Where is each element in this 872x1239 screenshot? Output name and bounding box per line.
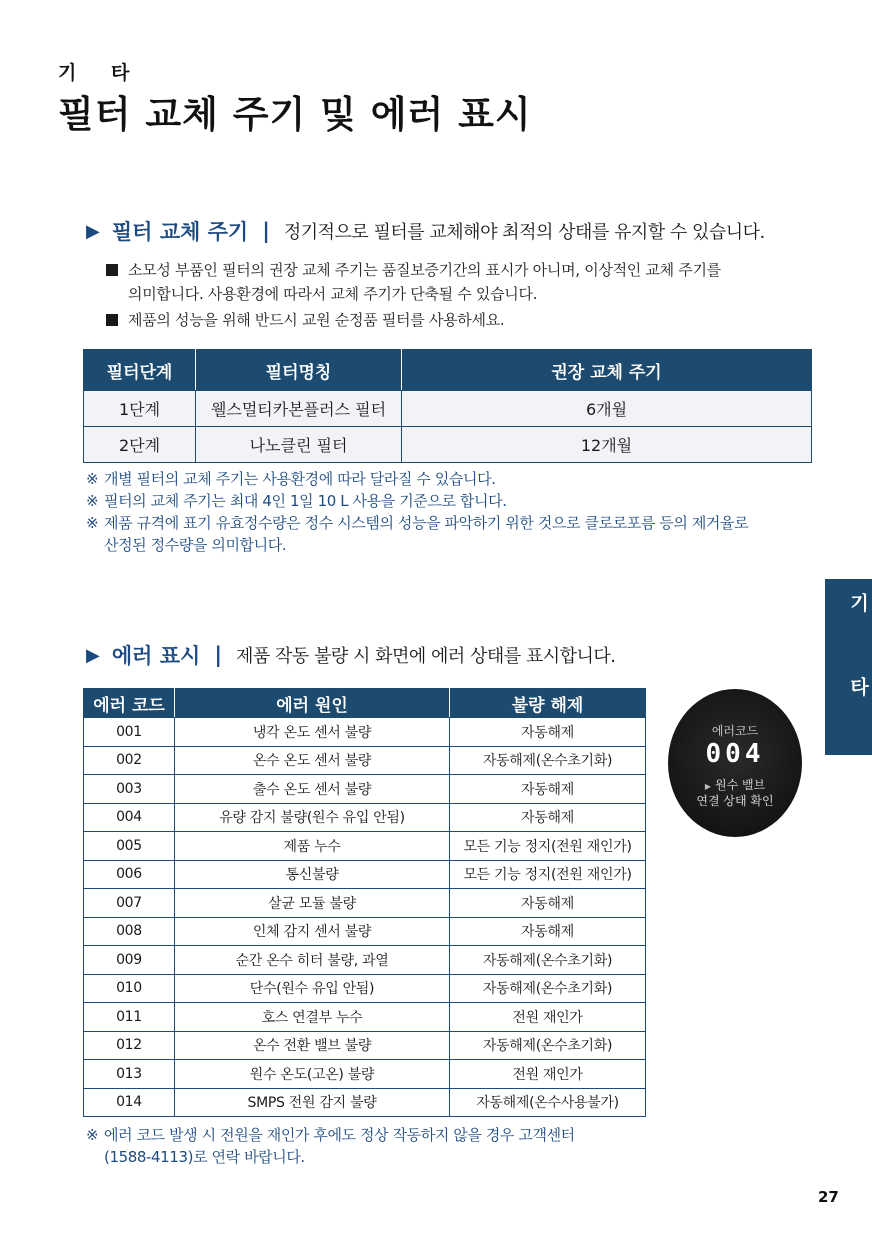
filter-section-heading [86,216,765,246]
reference-mark-icon: ※ [86,470,99,488]
table-cell: 자동해제 [450,889,646,918]
list-item [106,308,806,332]
table-row [84,803,646,832]
table-cell: 012 [84,1031,175,1060]
table-cell: 002 [84,746,175,775]
filter-notes [86,468,806,556]
error-section-description: 제품 작동 불량 시 화면에 에러 상태를 표시합니다. [235,646,616,667]
page-number: 27 [818,1188,839,1206]
display-message-text: 원수 밸브 [714,778,766,792]
table-cell: 살균 모듈 불량 [175,889,450,918]
table-cell: 009 [84,946,175,975]
square-bullet-icon [106,314,118,326]
table-cell: 자동해제(온수초기화) [450,746,646,775]
table-cell: 모든 기능 정지(전원 재인가) [450,832,646,861]
table-cell: 004 [84,803,175,832]
table-header-row [84,689,646,718]
table-cell: 001 [84,718,175,747]
table-cell: 6개월 [402,391,812,427]
filter-table [83,349,812,463]
table-cell: 유량 감지 불량(원수 유입 안됨) [175,803,450,832]
table-cell: 006 [84,860,175,889]
table-cell: 온수 전환 밸브 불량 [175,1031,450,1060]
error-section-heading [86,640,616,670]
small-triangle-icon: ▶ [704,782,711,791]
table-cell: 원수 온도(고온) 불량 [175,1060,450,1089]
reference-mark-icon: ※ [86,1126,99,1144]
table-cell: 12개월 [402,427,812,463]
side-chapter-tab [825,579,872,755]
table-row [84,1031,646,1060]
table-cell: 007 [84,889,175,918]
note-item [86,512,806,556]
table-cell: 인체 감지 센서 불량 [175,917,450,946]
column-header: 에러 원인 [175,689,450,718]
divider-bar: | [262,219,270,243]
table-cell: 010 [84,974,175,1003]
table-cell: 웰스멀티카본플러스 필터 [196,391,402,427]
column-header: 필터명칭 [196,350,402,391]
error-notes [86,1124,626,1168]
table-cell: 011 [84,1003,175,1032]
list-item [106,258,806,306]
table-cell: 자동해제(온수초기화) [450,946,646,975]
table-cell: 전원 재인가 [450,1060,646,1089]
square-bullet-icon [106,264,118,276]
table-cell: 제품 누수 [175,832,450,861]
note-item [86,1124,626,1168]
triangle-right-icon: ▶ [86,220,100,242]
table-cell: 전원 재인가 [450,1003,646,1032]
table-row [84,1060,646,1089]
display-error-code: 004 [705,739,765,769]
table-cell: 1단계 [84,391,196,427]
note-item [86,490,806,512]
table-row [84,1003,646,1032]
note-text: 개별 필터의 교체 주기는 사용환경에 따라 달라질 수 있습니다. [104,470,496,488]
triangle-right-icon: ▶ [86,644,100,666]
side-tab-char: 타 [847,677,869,696]
error-section-title: 에러 표시 [111,644,201,668]
table-row [84,775,646,804]
error-table [83,688,646,1117]
display-label: 에러코드 [711,724,759,738]
table-cell: 005 [84,832,175,861]
table-cell: 013 [84,1060,175,1089]
table-row [84,974,646,1003]
display-message-line [668,776,802,793]
table-cell: SMPS 전원 감지 불량 [175,1088,450,1117]
side-tab-char: 기 [847,593,869,612]
table-row [84,718,646,747]
page-title: 필터 교체 주기 및 에러 표시 [58,93,532,136]
table-row [84,917,646,946]
table-row [84,746,646,775]
table-cell: 자동해제(온수사용불가) [450,1088,646,1117]
bullet-text: 소모성 부품인 필터의 권장 교체 주기는 품질보증기간의 표시가 아니며, 이상적인 교체 주기를 의미합니다. 사용환경에 따라서 교체 주기가 단축될 수 있습니다. [128,261,721,303]
table-cell: 출수 온도 센서 불량 [175,775,450,804]
table-cell: 냉각 온도 센서 불량 [175,718,450,747]
table-cell: 나노클린 필터 [196,427,402,463]
table-row [84,1088,646,1117]
bullet-text: 제품의 성능을 위해 반드시 교원 순정품 필터를 사용하세요. [128,311,505,329]
filter-section-title: 필터 교체 주기 [111,220,249,244]
table-row [84,860,646,889]
divider-bar: | [214,643,222,667]
table-cell: 2단계 [84,427,196,463]
table-cell: 자동해제 [450,775,646,804]
table-cell: 순간 온수 히터 불량, 과열 [175,946,450,975]
error-display-illustration [668,689,802,837]
table-row [84,889,646,918]
section-label: 기 타 [58,62,144,84]
table-cell: 014 [84,1088,175,1117]
note-text: 에러 코드 발생 시 전원을 재인가 후에도 정상 작동하지 않을 경우 고객센터 (1588-4113)로 연락 바랍니다. [104,1126,575,1166]
table-cell: 자동해제(온수초기화) [450,974,646,1003]
table-cell: 모든 기능 정지(전원 재인가) [450,860,646,889]
table-cell: 자동해제 [450,917,646,946]
table-cell: 008 [84,917,175,946]
column-header: 필터단계 [84,350,196,391]
display-message-line: 연결 상태 확인 [696,794,774,808]
reference-mark-icon: ※ [86,492,99,510]
table-row [84,832,646,861]
column-header: 불량 해제 [450,689,646,718]
table-row [84,427,812,463]
table-header-row [84,350,812,391]
error-table-body [84,718,646,1117]
table-row [84,391,812,427]
table-cell: 자동해제 [450,718,646,747]
table-row [84,946,646,975]
table-cell: 003 [84,775,175,804]
column-header: 에러 코드 [84,689,175,718]
table-cell: 온수 온도 센서 불량 [175,746,450,775]
filter-bullet-list [106,258,806,332]
reference-mark-icon: ※ [86,514,99,532]
table-cell: 단수(원수 유입 안됨) [175,974,450,1003]
table-cell: 호스 연결부 누수 [175,1003,450,1032]
note-text: 제품 규격에 표기 유효정수량은 정수 시스템의 성능을 파악하기 위한 것으로 클로로포름 등의 제거율로 산정된 정수량을 의미합니다. [104,514,749,554]
note-text: 필터의 교체 주기는 최대 4인 1일 10 L 사용을 기준으로 합니다. [104,492,507,510]
table-cell: 자동해제(온수초기화) [450,1031,646,1060]
column-header: 권장 교체 주기 [402,350,812,391]
table-cell: 자동해제 [450,803,646,832]
table-cell: 통신불량 [175,860,450,889]
note-item [86,468,806,490]
filter-section-description: 정기적으로 필터를 교체해야 최적의 상태를 유지할 수 있습니다. [283,222,765,243]
